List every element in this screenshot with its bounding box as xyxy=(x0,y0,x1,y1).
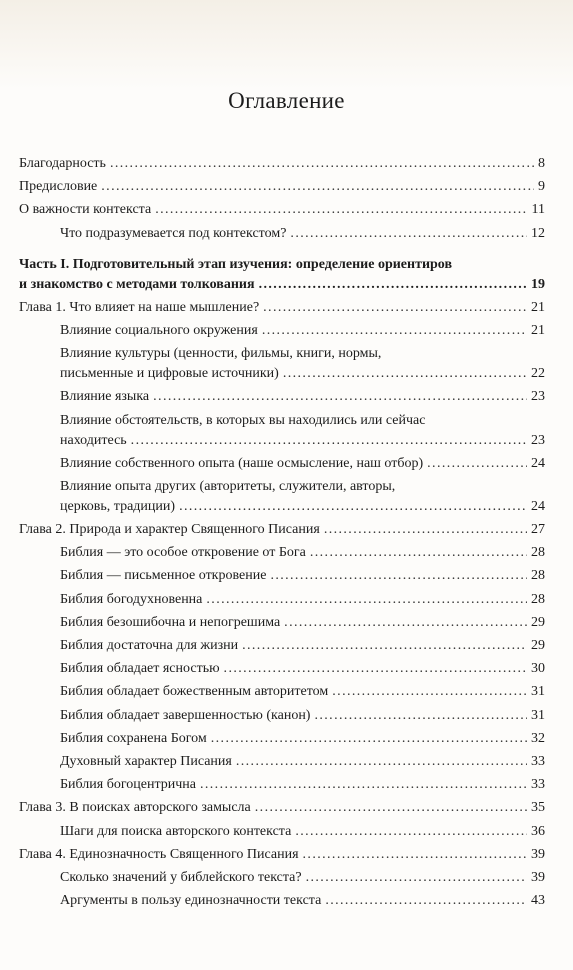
toc-entry-context-importance[interactable] xyxy=(19,200,545,220)
toc-entry[interactable] xyxy=(19,344,545,384)
toc-chapter-label: Глава 3. В поисках авторского замысла xyxy=(19,800,251,816)
toc-entry-label: Библия — письменное откровение xyxy=(60,568,267,584)
dot-leader xyxy=(324,520,527,540)
toc-chapter-label: Глава 4. Единозначность Священного Писания xyxy=(19,846,299,862)
toc-entry-label: Библия богоцентрична xyxy=(60,777,196,793)
toc-page-number: 29 xyxy=(531,638,545,653)
dot-leader xyxy=(332,682,527,702)
toc-page-number: 33 xyxy=(531,777,545,793)
table-of-contents xyxy=(19,154,545,914)
toc-chapter-label: Глава 2. Природа и характер Священного Писания xyxy=(19,522,320,538)
dot-leader xyxy=(259,275,527,295)
dot-leader xyxy=(206,590,527,610)
toc-entry-context-meaning[interactable] xyxy=(19,224,545,244)
dot-leader xyxy=(284,613,527,633)
toc-page-number: 31 xyxy=(531,707,545,723)
toc-page-number: 24 xyxy=(531,455,545,471)
toc-entry-label: Библия достаточна для жизни xyxy=(60,638,239,653)
toc-chapter-1[interactable] xyxy=(19,298,545,318)
toc-entry-label: Предисловие xyxy=(19,179,98,195)
toc-entry-label: Библия богодухновенна xyxy=(60,591,203,607)
toc-entry-label-line1: Влияние обстоятельств, в которых вы находились или сейчас xyxy=(60,412,426,428)
dot-leader xyxy=(427,454,527,474)
dot-leader xyxy=(101,177,534,197)
toc-page-number: 36 xyxy=(531,823,545,839)
toc-page-number: 28 xyxy=(531,568,545,584)
toc-entry[interactable] xyxy=(19,752,545,772)
toc-entry[interactable] xyxy=(19,566,545,586)
toc-entry-label-line2: письменные и цифровые источники) xyxy=(60,366,279,382)
toc-entry-label: Шаги для поиска авторского контекста xyxy=(60,823,292,839)
toc-page-number: 23 xyxy=(531,432,545,448)
toc-entry[interactable] xyxy=(19,454,545,474)
toc-entry-label-line2: находитесь xyxy=(60,432,127,448)
toc-page-number: 43 xyxy=(531,893,545,909)
dot-leader xyxy=(155,200,527,220)
toc-entry-label: Что подразумевается под контекстом? xyxy=(60,225,287,241)
dot-leader xyxy=(179,497,527,517)
toc-entry-label-line2: церковь, традиции) xyxy=(60,498,176,514)
toc-page-number: 24 xyxy=(531,498,545,514)
dot-leader xyxy=(211,729,527,749)
dot-leader xyxy=(255,798,527,818)
toc-entry-label: Сколько значений у библейского текста? xyxy=(60,869,302,885)
toc-page-number: 30 xyxy=(531,661,545,677)
toc-chapter-4[interactable] xyxy=(19,845,545,865)
dot-leader xyxy=(263,298,527,318)
toc-page-number: 39 xyxy=(531,846,545,862)
toc-entry-label: Библия обладает ясностью xyxy=(60,661,220,677)
toc-page-number: 28 xyxy=(531,545,545,561)
dot-leader xyxy=(325,891,527,911)
dot-leader xyxy=(153,387,527,407)
page-title: Оглавление xyxy=(228,88,345,113)
toc-entry-label-line1: Влияние культуры (ценности, фильмы, книги, нормы, xyxy=(60,346,382,362)
toc-page-number: 11 xyxy=(531,202,545,218)
toc-entry-label: Аргументы в пользу единозначности текста xyxy=(60,893,322,909)
toc-entry-label: Библия безошибочна и непогрешима xyxy=(60,614,281,630)
toc-page-number: 28 xyxy=(531,591,545,607)
toc-entry-acknowledgements[interactable] xyxy=(19,154,545,174)
toc-page-number: 35 xyxy=(531,800,545,816)
toc-page-number: 22 xyxy=(531,366,545,382)
toc-page-number: 21 xyxy=(531,322,545,338)
toc-page-number: 21 xyxy=(531,299,545,315)
toc-entry[interactable] xyxy=(19,477,545,517)
toc-page-number: 12 xyxy=(531,225,545,241)
toc-entry-label: О важности контекста xyxy=(19,202,152,218)
toc-entry-label: Библия обладает божественным авторитетом xyxy=(60,684,329,700)
toc-entry[interactable] xyxy=(19,543,545,563)
toc-entry[interactable] xyxy=(19,706,545,726)
toc-page-number: 32 xyxy=(531,730,545,746)
toc-entry[interactable] xyxy=(19,822,545,842)
toc-entry[interactable] xyxy=(19,868,545,888)
dot-leader xyxy=(110,154,534,174)
toc-entry-label: Библия сохранена Богом xyxy=(60,730,207,746)
toc-entry-label: Библия обладает завершенностью (канон) xyxy=(60,707,311,723)
toc-entry[interactable] xyxy=(19,321,545,341)
dot-leader xyxy=(224,659,527,679)
dot-leader xyxy=(200,775,527,795)
toc-page-number: 19 xyxy=(531,276,545,292)
dot-leader xyxy=(290,224,527,244)
toc-entry-label: Библия — это особое откровение от Бога xyxy=(60,545,306,561)
toc-page-number: 39 xyxy=(531,869,545,885)
toc-entry[interactable] xyxy=(19,729,545,749)
toc-entry-label: Благодарность xyxy=(19,156,106,171)
toc-page-number: 27 xyxy=(531,522,545,538)
dot-leader xyxy=(236,752,527,772)
dot-leader xyxy=(262,321,527,341)
dot-leader xyxy=(295,822,527,842)
toc-entry-label: Влияние собственного опыта (наше осмысление, наш отбор) xyxy=(60,455,424,471)
toc-entry[interactable] xyxy=(19,387,545,407)
toc-entry[interactable] xyxy=(19,636,545,656)
toc-entry[interactable] xyxy=(19,590,545,610)
toc-part-title-line1: Часть I. Подготовительный этап изучения: определение ориентиров xyxy=(19,256,453,272)
dot-leader xyxy=(306,868,527,888)
toc-page-number: 31 xyxy=(531,684,545,700)
dot-leader xyxy=(310,543,527,563)
toc-entry-label: Влияние языка xyxy=(60,389,150,405)
toc-entry[interactable] xyxy=(19,613,545,633)
toc-page-number: 8 xyxy=(538,156,545,171)
toc-entry-label: Духовный характер Писания xyxy=(60,753,232,769)
toc-chapter-label: Глава 1. Что влияет на наше мышление? xyxy=(19,299,260,315)
toc-part-title-line2: и знакомство с методами толкования xyxy=(19,276,255,292)
dot-leader xyxy=(283,364,527,384)
toc-entry[interactable] xyxy=(19,891,545,911)
toc-page-number: 33 xyxy=(531,753,545,769)
toc-page-number: 9 xyxy=(538,179,545,195)
toc-entry[interactable] xyxy=(19,659,545,679)
dot-leader xyxy=(242,636,527,656)
page-top-shading xyxy=(0,0,573,90)
toc-entry[interactable] xyxy=(19,682,545,702)
toc-entry[interactable] xyxy=(19,411,545,451)
dot-leader xyxy=(303,845,527,865)
toc-chapter-3[interactable] xyxy=(19,798,545,818)
toc-page-number: 29 xyxy=(531,614,545,630)
toc-chapter-2[interactable] xyxy=(19,520,545,540)
toc-entry[interactable] xyxy=(19,775,545,795)
toc-entry-label: Влияние социального окружения xyxy=(60,322,258,338)
dot-leader xyxy=(131,431,527,451)
toc-entry-label-line1: Влияние опыта других (авторитеты, служители, авторы, xyxy=(60,478,396,494)
toc-entry-preface[interactable] xyxy=(19,177,545,197)
toc-part-1[interactable] xyxy=(19,255,545,295)
toc-page-number: 23 xyxy=(531,389,545,405)
dot-leader xyxy=(270,566,527,586)
dot-leader xyxy=(314,706,527,726)
